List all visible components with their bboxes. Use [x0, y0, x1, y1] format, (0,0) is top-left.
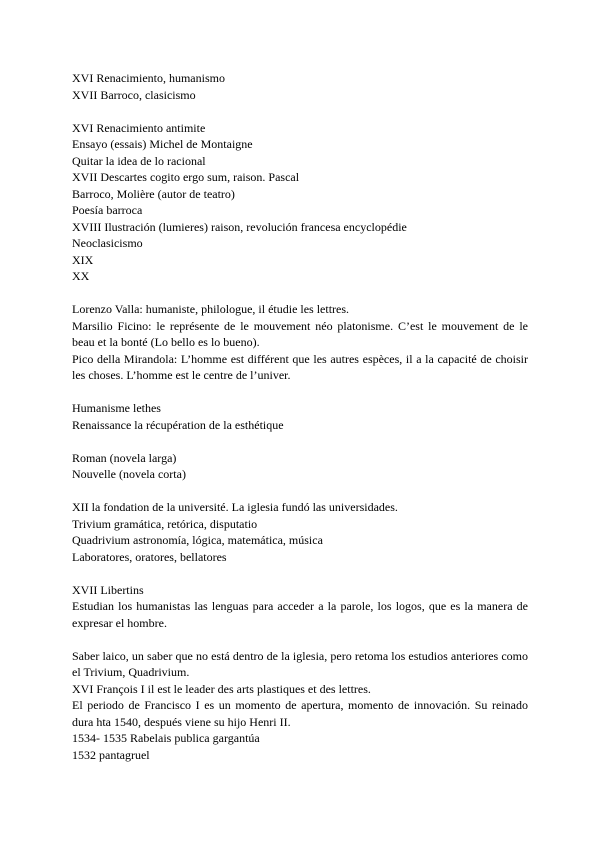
text-line: 1532 pantagruel — [72, 747, 150, 762]
text-line: Quadrivium astronomía, lógica, matemática, música — [72, 533, 323, 547]
paragraph-gap — [72, 285, 528, 302]
paragraph-gap — [72, 433, 528, 450]
text-line: XVII Libertins — [72, 582, 144, 597]
text-line: Poesía barroca — [72, 203, 143, 217]
text-line: Roman (novela larga) — [72, 450, 177, 465]
text-line: XVI Renacimiento, humanismo — [72, 71, 225, 85]
text-line: Ensayo (essais) Michel de Montaigne — [72, 137, 253, 151]
text-line: Neoclasicismo — [72, 236, 143, 250]
valla-paragraph: Lorenzo Valla: humaniste, philologue, il étudie les lettres. — [72, 302, 350, 316]
humanistas-paragraph: Estudian los humanistas las lenguas para acceder a la parole, los logos, que es la manera de expresar el hombre. — [72, 599, 528, 630]
paragraph-gap — [72, 565, 528, 582]
paragraph-gap — [72, 483, 528, 500]
text-line: XVI Renacimiento antimite — [72, 120, 206, 135]
paragraph-gap — [72, 103, 528, 120]
text-line: Quitar la idea de lo racional — [72, 153, 206, 168]
text-line: Trivium gramática, retórica, disputatio — [72, 516, 258, 531]
text-line: Humanisme lethes — [72, 401, 161, 415]
text-line: Barroco, Molière (autor de teatro) — [72, 186, 235, 201]
paragraph-gap — [72, 384, 528, 401]
text-line: XVII Descartes cogito ergo sum, raison. Pascal — [72, 170, 300, 184]
text-line: 1534- 1535 Rabelais publica gargantúa — [72, 731, 260, 745]
laico-paragraph: Saber laico, un saber que no está dentro de la iglesia, pero retoma los estudios anteriores como el Trivium, Quadrivium. — [72, 648, 528, 679]
document-page — [72, 70, 528, 763]
text-line: XVI François I il est le leader des arts plastiques et des lettres. — [72, 681, 371, 696]
text-line: Nouvelle (novela corta) — [72, 467, 186, 481]
text-line: XII la fondation de la université. La iglesia fundó las universidades. — [72, 500, 398, 514]
paragraph-gap — [72, 631, 528, 648]
text-line: XVII Barroco, clasicismo — [72, 87, 196, 102]
text-line: Laboratores, oratores, bellatores — [72, 549, 227, 564]
pico-paragraph: Pico della Mirandola: L’homme est différent que les autres espèces, il a la capacité de choisir les choses. L’homme est le centre de l’univer. — [72, 351, 528, 382]
text-line: XVIII Ilustración (lumieres) raison, revolución francesa encyclopédie — [72, 219, 407, 234]
periodo-paragraph: El periodo de Francisco I es un momento de apertura, momento de innovación. Su reinado dura hta 1540, después viene su hijo Henri II. — [72, 698, 528, 729]
ficino-paragraph: Marsilio Ficino: le représente de le mouvement néo platonisme. C’est le mouvement de le beau et la bonté (Lo bello es lo bueno). — [72, 318, 528, 349]
text-line: XIX — [72, 252, 94, 267]
text-line: XX — [72, 269, 90, 283]
text-line: Renaissance la récupération de la esthétique — [72, 417, 284, 432]
